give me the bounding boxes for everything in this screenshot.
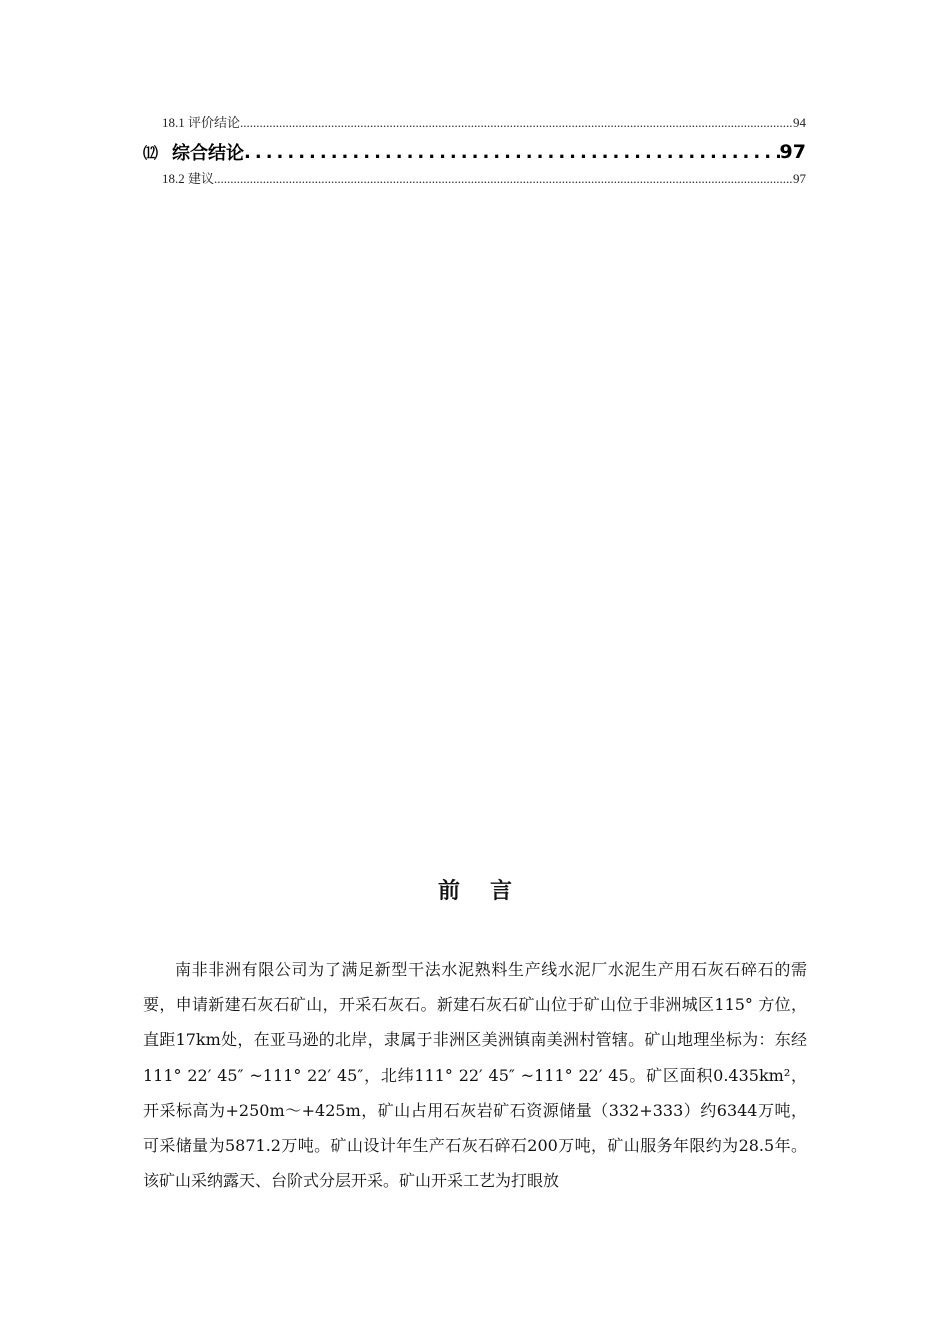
toc-entry-label: 18.1 评价结论 (162, 115, 241, 130)
toc-page-number: 97 (793, 171, 806, 186)
toc-entry-comprehensive-conclusion[interactable] (143, 136, 806, 168)
preface-paragraph: 南非非洲有限公司为了满足新型干法水泥熟料生产线水泥厂水泥生产用石灰石碎石的需要，申请新建石灰石矿山，开采石灰石。新建石灰石矿山位于矿山位于非洲城区115° 方位，直距17km处，在亚马逊的北岸，隶属于非洲区美洲镇南美洲村管辖。矿山地理坐标为：东经111° 22′ 45″ ~111° 22′ 45″，北纬111° 22′ 45″ ~111° 22′ 45。矿区面积0.435km²，开采标高为+250m～+425m，矿山占用石灰岩矿石资源储量（332+333）约6344万吨，可采储量为5871.2万吨。矿山设计年生产石灰石碎石200万吨，矿山服务年限约为28.5年。该矿山采纳露天、台阶式分层开采。矿山开采工艺为打眼放 (143, 960, 807, 1191)
toc-entry-suggestions[interactable] (143, 168, 806, 192)
toc-page-number: 94 (793, 115, 806, 130)
toc-page-number: 97 (779, 141, 806, 163)
toc-entry-number: ⑿ (143, 143, 159, 162)
toc-entry-label: 18.2 建议 (162, 171, 215, 186)
table-of-contents (143, 112, 806, 192)
toc-dot-leader (240, 115, 793, 131)
toc-dot-leader (244, 142, 780, 163)
toc-entry-label: 综合结论 (172, 143, 245, 164)
toc-dot-leader (214, 171, 793, 187)
toc-entry-evaluation-conclusion[interactable] (143, 112, 806, 136)
preface-title: 前言 (437, 879, 542, 904)
